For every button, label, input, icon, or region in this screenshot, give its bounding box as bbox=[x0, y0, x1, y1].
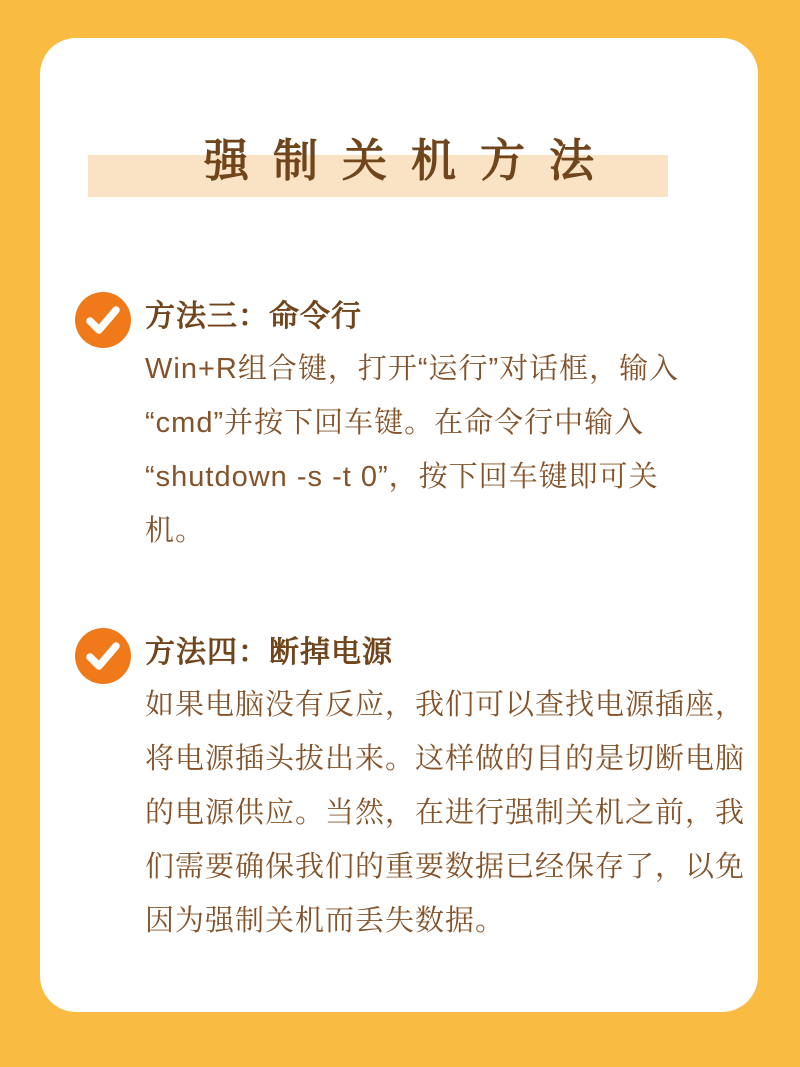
body-line: 将电源插头拔出来。这样做的目的是切断电脑 bbox=[145, 743, 746, 775]
body-line: 机。 bbox=[145, 515, 206, 547]
title-area bbox=[40, 135, 758, 197]
section-heading: 方法三：命令行 bbox=[145, 300, 362, 333]
section-text bbox=[145, 628, 746, 948]
body-line: 因为强制关机而丢失数据。 bbox=[145, 905, 506, 937]
body-line: Win+R组合键，打开“运行”对话框，输入 bbox=[145, 353, 680, 385]
body-line: “shutdown -s -t 0”，按下回车键即可关 bbox=[145, 461, 659, 493]
check-icon bbox=[75, 292, 131, 348]
page-title: 强制关机方法 bbox=[203, 135, 618, 186]
section-method-4 bbox=[40, 628, 758, 948]
body-line: 如果电脑没有反应，我们可以查找电源插座， bbox=[145, 689, 746, 721]
content-card bbox=[40, 38, 758, 1012]
body-line: 们需要确保我们的重要数据已经保存了，以免 bbox=[145, 851, 746, 883]
check-icon bbox=[75, 628, 131, 684]
section-text bbox=[145, 292, 679, 558]
section-heading: 方法四：断掉电源 bbox=[145, 636, 393, 669]
body-line: “cmd”并按下回车键。在命令行中输入 bbox=[145, 407, 645, 439]
section-method-3 bbox=[40, 292, 758, 558]
body-line: 的电源供应。当然，在进行强制关机之前，我 bbox=[145, 797, 746, 829]
